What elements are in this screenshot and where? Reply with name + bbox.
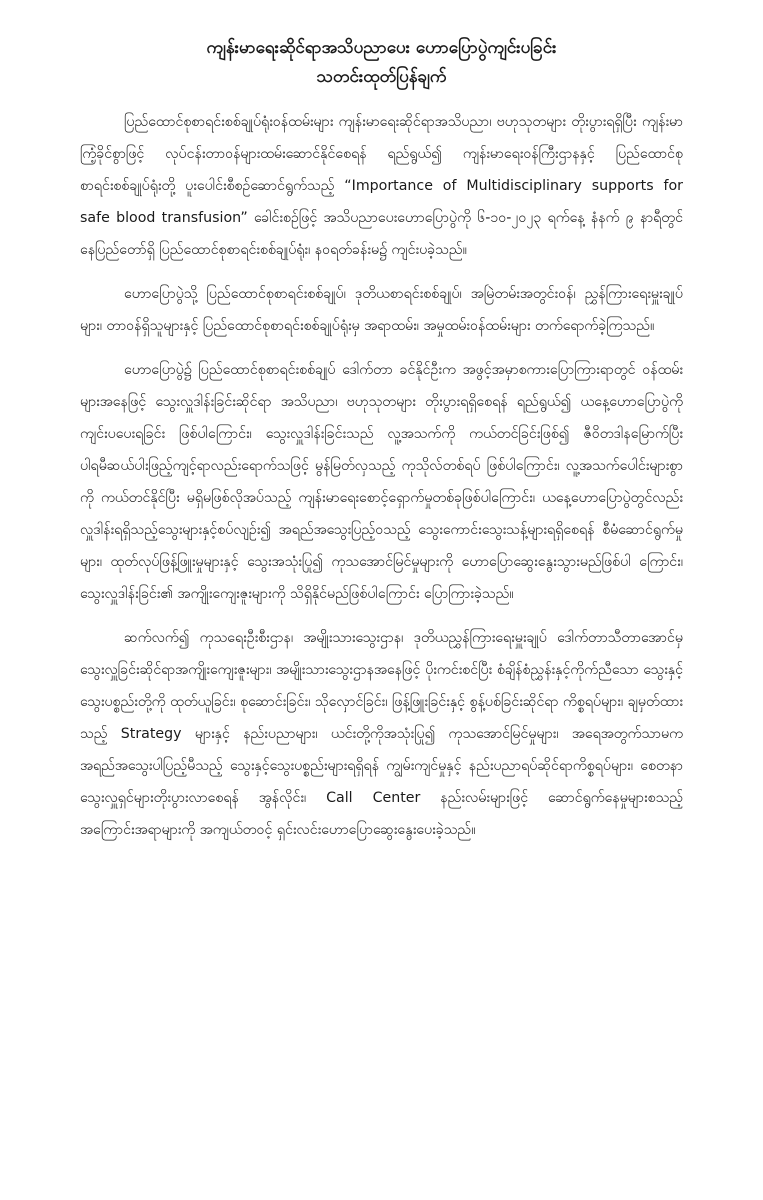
- document-subtitle: သတင်းထုတ်ပြန်ချက်: [316, 67, 447, 87]
- paragraph-2: ဟောပြောပွဲသို့ ပြည်ထောင်စုစာရင်းစစ်ချုပ်၊ ဒုတိယစာရင်းစစ်ချုပ်၊ အမြဲတမ်းအတွင်းဝန်၊ ညွှန်ကြားရေးမှူးချုပ်များ၊ တာဝန်ရှိသူများနှင့် ပြည်ထောင်စုစာရင်းစစ်ချုပ်ရုံးမှ အရာထမ်း၊ အမှုထမ်းဝန်ထမ်းများ တက်ရောက်ခဲ့ကြသည်။: [80, 286, 683, 334]
- document-body: [80, 106, 683, 846]
- paragraph-4: ဆက်လက်၍ ကုသရေးဦးစီးဌာန၊ အမျိုးသားသွေးဌာန၊ ဒုတိယညွှန်ကြားရေးမှူးချုပ် ဒေါက်တာသီတာအောင်မှ သွေးလှူခြင်းဆိုင်ရာအကျိုးကျေးဇူးများ၊ အမျိုးသားသွေးဌာနအနေဖြင့် ပိုးကင်းစင်ပြီး စံချိန်စံညွှန်းနှင့်ကိုက်ညီသော သွေးနှင့်သွေးပစ္စည်းတို့ကို ထုတ်ယူခြင်း၊ စုဆောင်းခြင်း၊ သိုလှောင်ခြင်း၊ ဖြန့်ဖြူးခြင်းနှင့် စွန့်ပစ်ခြင်းဆိုင်ရာ ကိစ္စရပ်များ၊ ချမှတ်ထားသည့် Strategy များနှင့် နည်းပညာများ၊ ယင်းတို့ကိုအသုံးပြု၍ ကုသအောင်မြင်မှုများ၊ အရေအတွက်သာမက အရည်အသွေးပါပြည့်မီသည့် သွေးနှင့်သွေးပစ္စည်းများရရှိရန် ကျွမ်းကျင်မှုနှင့် နည်းပညာရပ်ဆိုင်ရာကိစ္စရပ်များ၊ စေတနာသွေးလှူရှင်များတိုးပွားလာစေရန် အွန်လိုင်း၊ Call Center နည်းလမ်းများဖြင့် ဆောင်ရွက်နေမှုများစသည့် အကြောင်းအရာများကို အကျယ်တဝင့် ရှင်းလင်းဟောပြောဆွေးနွေးပေးခဲ့သည်။: [80, 630, 683, 838]
- paragraph-3: ဟောပြောပွဲ၌ ပြည်ထောင်စုစာရင်းစစ်ချုပ် ဒေါက်တာ ခင်နိုင်ဦးက အဖွင့်အမှာစကားပြောကြားရာတွင် ဝန်ထမ်းများအနေဖြင့် သွေးလှူဒါန်းခြင်းဆိုင်ရာ အသိပညာ၊ ဗဟုသုတများ တိုးပွားရရှိစေရန် ရည်ရွယ်၍ ယနေ့ဟောပြောပွဲကို ကျင်းပပေးရခြင်း ဖြစ်ပါကြောင်း၊ သွေးလှူဒါန်းခြင်းသည် လူ့အသက်ကို ကယ်တင်ခြင်းဖြစ်၍ ဇီဝိတဒါနမြောက်ပြီး ပါရမီဆယ်ပါးဖြည့်ကျင့်ရာလည်းရောက်သဖြင့် မွန်မြတ်လှသည့် ကုသိုလ်တစ်ရပ် ဖြစ်ပါကြောင်း၊ လူ့အသက်ပေါင်းများစွာကို ကယ်တင်နိုင်ပြီး မရှိမဖြစ်လိုအပ်သည့် ကျန်းမာရေးစောင့်ရှောက်မှုတစ်ခုဖြစ်ပါကြောင်း၊ ယနေ့ဟောပြောပွဲတွင်လည်း လှူဒါန်းရရှိသည့်သွေးများနှင့်စပ်လျဉ်း၍ အရည်အသွေးပြည့်ဝသည့် သွေးကောင်းသွေးသန့်များရရှိစေရန် စီမံဆောင်ရွက်မှုများ၊ ထုတ်လုပ်ဖြန့်ဖြူးမှုများနှင့် သွေးအသုံးပြု၍ ကုသအောင်မြင်မှုများကို ဟောပြောဆွေးနွေးသွားမည်ဖြစ်ပါ ကြောင်း၊ သွေးလှူဒါန်းခြင်း၏ အကျိုးကျေးဇူးများကို သိရှိနိုင်မည်ဖြစ်ပါကြောင်း ပြောကြားခဲ့သည်။: [80, 362, 683, 602]
- paragraph-1: ပြည်ထောင်စုစာရင်းစစ်ချုပ်ရုံးဝန်ထမ်းများ ကျန်းမာရေးဆိုင်ရာအသိပညာ၊ ဗဟုသုတများ တိုးပွားရရှိပြီး ကျန်းမာကြံ့ခိုင်စွာဖြင့် လုပ်ငန်းတာဝန်များထမ်းဆောင်နိုင်စေရန် ရည်ရွယ်၍ ကျန်းမာရေးဝန်ကြီးဌာနနှင့် ပြည်ထောင်စုစာရင်းစစ်ချုပ်ရုံးတို့ ပူးပေါင်းစီစဉ်ဆောင်ရွက်သည့် “Importance of Multidisciplinary supports for safe blood transfusion” ခေါင်းစဉ်ဖြင့် အသိပညာပေးဟောပြောပွဲကို ၆-၁၀-၂၀၂၃ ရက်နေ့ နံနက် ၉ နာရီတွင် နေပြည်တော်ရှိ ပြည်ထောင်စုစာရင်းစစ်ချုပ်ရုံး၊ နဝရတ်ခန်းမ၌ ကျင်းပခဲ့သည်။: [80, 114, 683, 258]
- title-block: [80, 34, 683, 92]
- document-title: ကျန်းမာရေးဆိုင်ရာအသိပညာပေး ဟောပြောပွဲကျင်းပခြင်း: [206, 38, 557, 58]
